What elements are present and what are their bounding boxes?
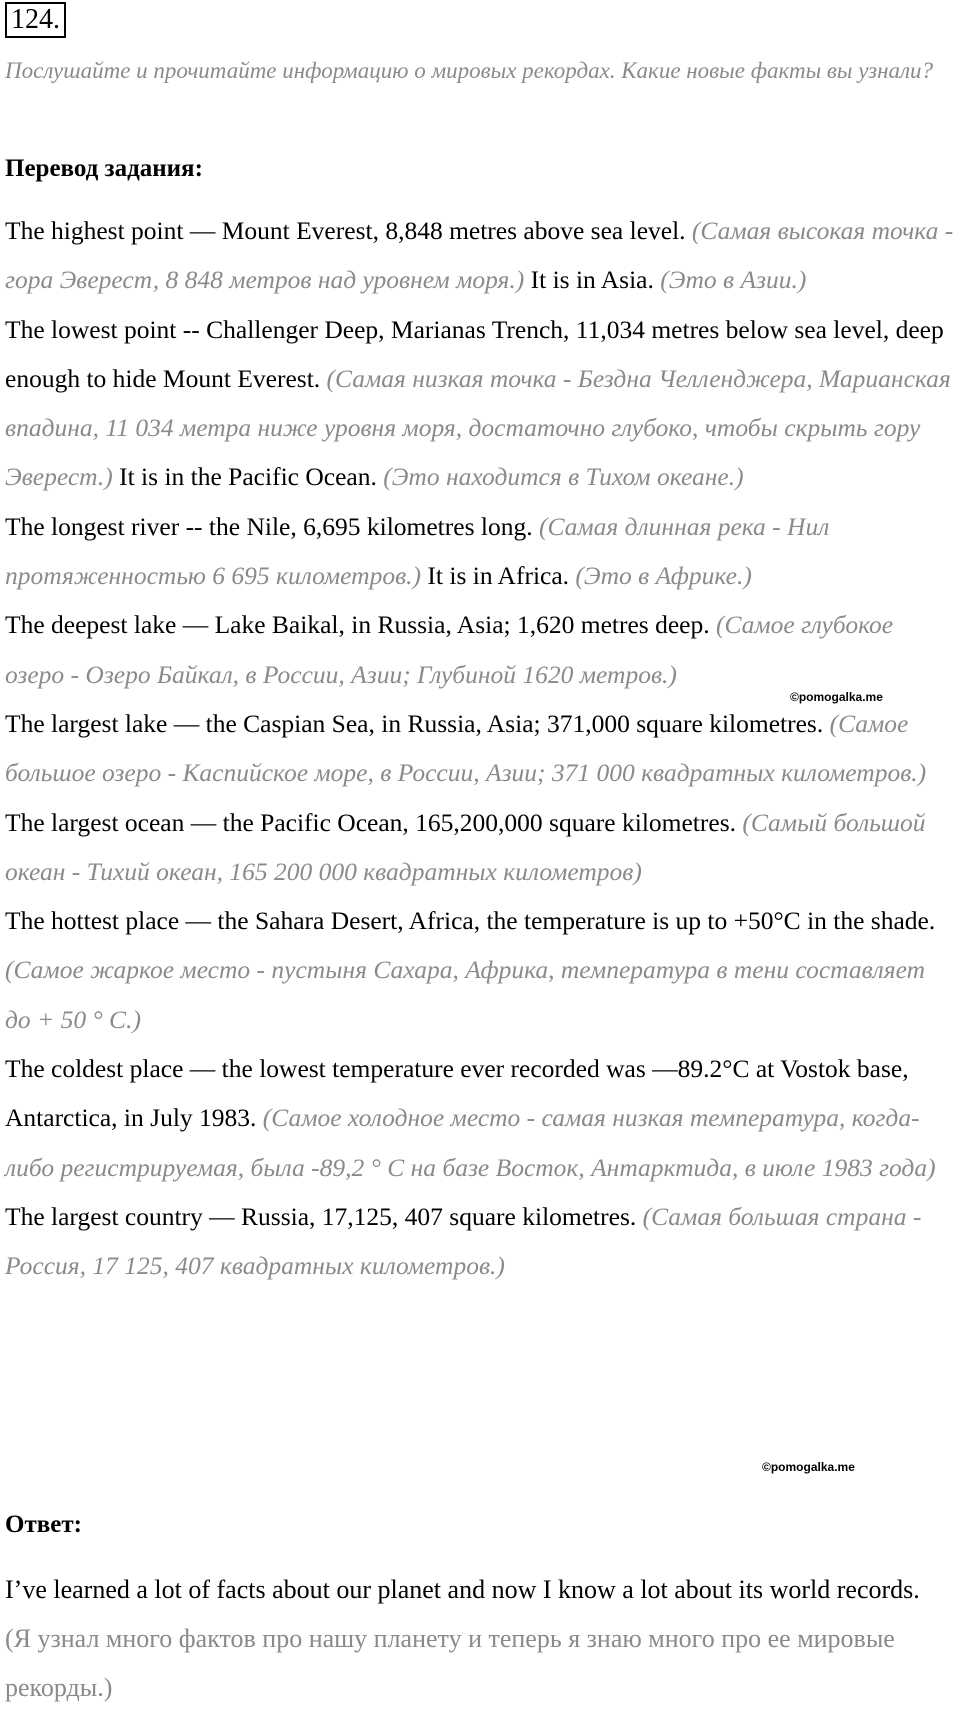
record-en: The longest river -- the Nile, 6,695 kilometres long. bbox=[5, 511, 533, 541]
record-ru-extra: (Это находится в Тихом океане.) bbox=[383, 462, 744, 492]
record-ru: (Самая низкая точка - Бездна Челленджера, Марианская впадина, 11 034 метра ниже уровня моря, достаточно глубоко, чтобы скрыть гору Эверест.) bbox=[5, 363, 951, 492]
record-en-extra: It is in Asia. bbox=[530, 265, 654, 295]
watermark: ©pomogalka.me bbox=[790, 690, 883, 704]
record-ru: (Самая большая страна - Россия, 17 125, 407 квадратных километров.) bbox=[5, 1201, 922, 1281]
answer-text bbox=[5, 1565, 950, 1712]
answer-en: I’ve learned a lot of facts about our planet and now I know a lot about its world records. bbox=[5, 1575, 920, 1604]
record-paragraph bbox=[5, 896, 955, 1044]
exercise-number: 124. bbox=[5, 2, 66, 38]
record-paragraph bbox=[5, 600, 955, 699]
record-ru: (Самое большое озеро - Каспийское море, в России, Азии; 371 000 квадратных километров.) bbox=[5, 708, 927, 788]
record-paragraph bbox=[5, 305, 955, 502]
record-paragraph bbox=[5, 206, 955, 305]
task-instruction: Послушайте и прочитайте информацию о мировых рекордах. Какие новые факты вы узнали? bbox=[5, 58, 934, 83]
answer-heading: Ответ: bbox=[5, 1511, 82, 1538]
record-en: The coldest place — the lowest temperature ever recorded was —89.2°C at Vostok base, Antarctica, in July 1983. bbox=[5, 1054, 909, 1133]
record-en-extra: It is in Africa. bbox=[427, 561, 570, 591]
record-en-extra: It is in the Pacific Ocean. bbox=[119, 462, 377, 492]
record-paragraph bbox=[5, 502, 955, 601]
record-ru-extra: (Это в Африке.) bbox=[575, 561, 752, 591]
translation-heading: Перевод задания: bbox=[5, 155, 203, 182]
record-ru: (Самое холодное место - самая низкая температура, когда-либо регистрируемая, была -89,2 ° С на базе Восток, Антарктида, в июле 1983 года) bbox=[5, 1103, 936, 1182]
record-en: The largest ocean — the Pacific Ocean, 165,200,000 square kilometres. bbox=[5, 807, 736, 837]
watermark: ©pomogalka.me bbox=[762, 1460, 855, 1474]
record-paragraph bbox=[5, 798, 955, 897]
record-paragraph bbox=[5, 1044, 955, 1192]
record-en: The highest point — Mount Everest, 8,848 metres above sea level. bbox=[5, 216, 686, 245]
records-list bbox=[5, 206, 955, 1291]
record-en: The hottest place — the Sahara Desert, Africa, the temperature is up to +50°C in the shade. bbox=[5, 906, 936, 936]
record-ru: (Самое глубокое озеро - Озеро Байкал, в России, Азии; Глубиной 1620 метров.) bbox=[5, 610, 894, 689]
record-paragraph bbox=[5, 1192, 955, 1291]
record-paragraph bbox=[5, 699, 955, 798]
record-ru: (Самая длинная река - Нил протяженностью 6 695 километров.) bbox=[5, 511, 830, 591]
record-en: The lowest point -- Challenger Deep, Marianas Trench, 11,034 metres below sea level, deep enough to hide Mount Everest. bbox=[5, 314, 944, 393]
record-ru: (Самое жаркое место - пустыня Сахара, Африка, температура в тени составляет до + 50 ° С.) bbox=[5, 955, 926, 1034]
record-en: The largest lake — the Caspian Sea, in Russia, Asia; 371,000 square kilometres. bbox=[5, 708, 824, 738]
record-ru-extra: (Это в Азии.) bbox=[660, 265, 807, 295]
answer-ru: (Я узнал много фактов про нашу планету и теперь я знаю много про ее мировые рекорды.) bbox=[5, 1624, 895, 1702]
record-en: The deepest lake — Lake Baikal, in Russia, Asia; 1,620 metres deep. bbox=[5, 610, 710, 640]
record-ru: (Самый большой океан - Тихий океан, 165 200 000 квадратных километров) bbox=[5, 807, 926, 886]
record-en: The largest country — Russia, 17,125, 407 square kilometres. bbox=[5, 1201, 637, 1231]
record-ru: (Самая высокая точка - гора Эверест, 8 848 метров над уровнем моря.) bbox=[5, 216, 954, 295]
